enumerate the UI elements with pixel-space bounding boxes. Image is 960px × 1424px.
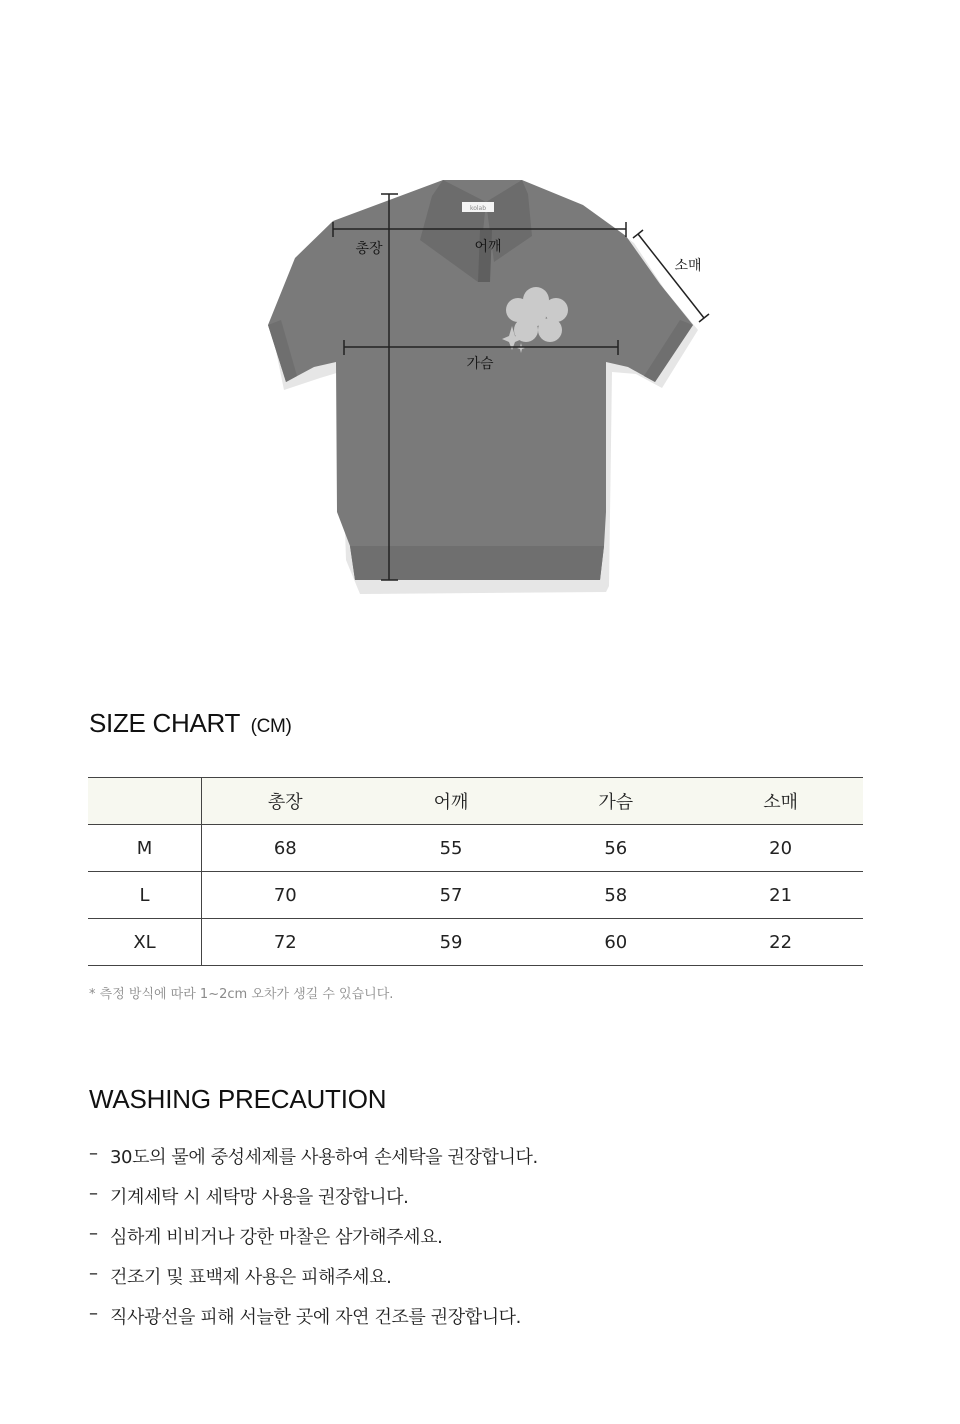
measurement-note: * 측정 방식에 따라 1~2cm 오차가 생길 수 있습니다. <box>89 987 394 1002</box>
washing-item-text: 직사광선을 피해 서늘한 곳에 자연 건조를 권장합니다. <box>110 1307 521 1328</box>
size-chart-title <box>89 708 292 739</box>
size-table-corner <box>88 778 202 825</box>
neck-tag-text: kolab <box>469 205 487 212</box>
bullet-dash: – <box>89 1143 98 1164</box>
table-cell: 68 <box>202 825 369 872</box>
table-cell: 60 <box>533 919 698 966</box>
size-table <box>88 777 863 966</box>
bullet-dash: – <box>89 1303 98 1324</box>
size-chart-unit: (CM) <box>250 716 292 737</box>
table-row <box>88 872 863 919</box>
size-label: XL <box>88 919 202 966</box>
size-chart-title-text: SIZE CHART <box>89 708 240 738</box>
bullet-dash: – <box>89 1263 98 1284</box>
column-header-sleeve: 소매 <box>698 778 863 825</box>
list-item <box>89 1303 538 1343</box>
garment-diagram <box>0 0 960 640</box>
list-item <box>89 1183 538 1223</box>
column-header-shoulder: 어깨 <box>369 778 534 825</box>
hem-band <box>350 546 604 580</box>
table-cell: 21 <box>698 872 863 919</box>
label-length: 총장 <box>355 241 383 257</box>
table-row <box>88 919 863 966</box>
list-item <box>89 1223 538 1263</box>
washing-item-text: 건조기 및 표백제 사용은 피해주세요. <box>110 1267 392 1288</box>
table-cell: 70 <box>202 872 369 919</box>
table-cell: 22 <box>698 919 863 966</box>
washing-title: WASHING PRECAUTION <box>89 1084 387 1114</box>
washing-item-text: 30도의 물에 중성세제를 사용하여 손세탁을 권장합니다. <box>110 1147 538 1168</box>
table-cell: 59 <box>369 919 534 966</box>
label-chest: 가슴 <box>466 356 494 372</box>
washing-item-text: 심하게 비비거나 강한 마찰은 삼가해주세요. <box>110 1227 443 1248</box>
table-cell: 56 <box>533 825 698 872</box>
washing-item-text: 기계세탁 시 세탁망 사용을 권장합니다. <box>110 1187 409 1208</box>
table-cell: 20 <box>698 825 863 872</box>
table-row <box>88 825 863 872</box>
table-cell: 72 <box>202 919 369 966</box>
table-cell: 55 <box>369 825 534 872</box>
list-item <box>89 1143 538 1183</box>
table-cell: 58 <box>533 872 698 919</box>
size-label: L <box>88 872 202 919</box>
list-item <box>89 1263 538 1303</box>
column-header-chest: 가슴 <box>533 778 698 825</box>
bullet-dash: – <box>89 1223 98 1244</box>
bullet-dash: – <box>89 1183 98 1204</box>
size-label: M <box>88 825 202 872</box>
label-shoulder: 어깨 <box>474 239 502 255</box>
size-table-header-row <box>88 778 863 825</box>
washing-list <box>89 1143 538 1343</box>
placket <box>478 230 492 282</box>
table-cell: 57 <box>369 872 534 919</box>
label-sleeve: 소매 <box>674 258 702 274</box>
column-header-length: 총장 <box>202 778 369 825</box>
